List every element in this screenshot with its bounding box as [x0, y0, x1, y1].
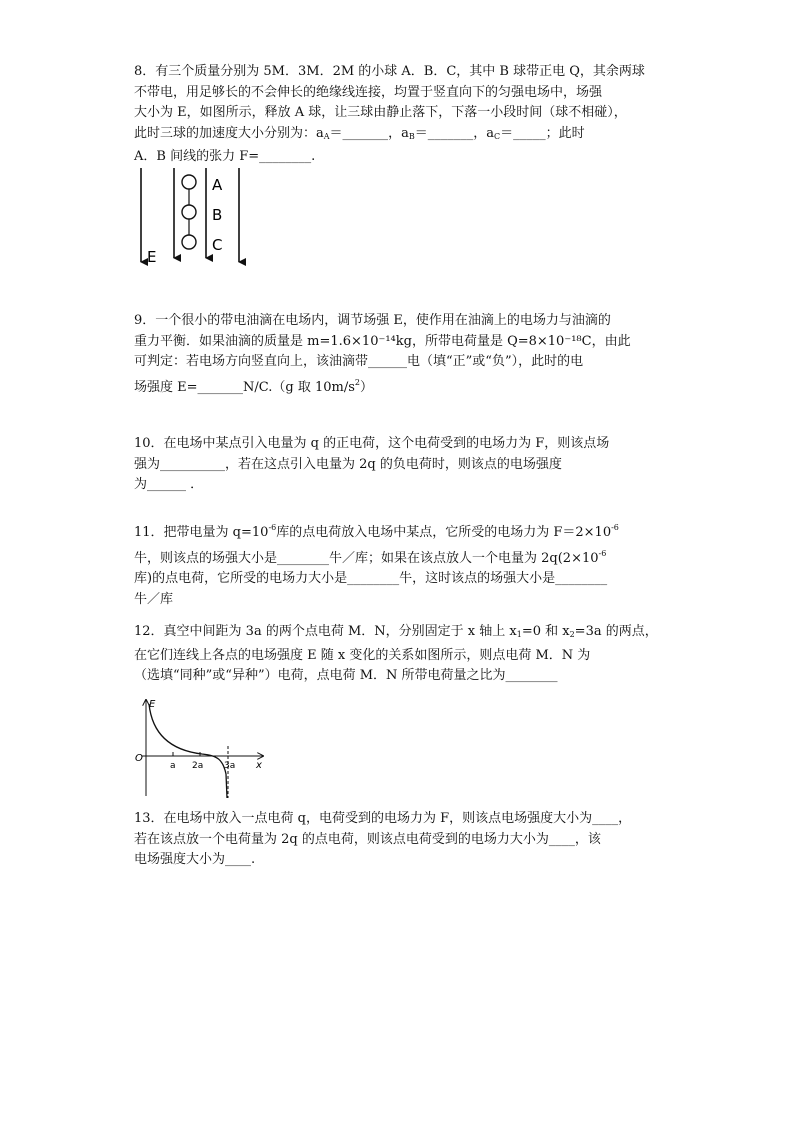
question-10 — [134, 434, 674, 496]
q11-line-1-a: 11．把带电量为 q=10 — [134, 525, 269, 540]
q8-line-2: 不带电，用足够长的不会伸长的绝缘线连接，均置于竖直向下的匀强电场中，场强 — [134, 84, 603, 100]
q11-line-2-a: 牛，则该点的场强大小是________牛／库；如果在该点放人一个电量为 2q(2×10 — [134, 550, 599, 566]
q12-line-1-a: 12．真空中间距为 3a 的两个点电荷 M．N，分别固定于 x 轴上 x — [134, 624, 517, 639]
question-8 — [134, 62, 674, 168]
q10-line-3: 为______ ． — [134, 477, 204, 492]
q8-tail: ；此时 — [545, 125, 585, 141]
q9-line-4 — [134, 373, 674, 399]
label-E: E — [147, 248, 157, 266]
q11-exp-1: -6 — [268, 523, 277, 532]
question-9 — [134, 311, 674, 398]
q13-line-2: 若在该点放一个电荷量为 2q 的点电荷，则该点电荷受到的电场力大小为____，该 — [134, 831, 601, 847]
q12-line-1 — [134, 622, 674, 646]
q8-line-3: 大小为 E，如图所示，释放 A 球，让三球由静止落下，下落一小段时间（球不相碰）， — [134, 105, 627, 120]
q9-exponent: 2 — [354, 377, 360, 387]
q12-line-3: （选填“同种”或“异种”）电荷，点电荷 M．N 所带电荷量之比为________ — [134, 668, 558, 683]
q8-line-5: A．B 间线的张力 F=________. — [134, 149, 316, 164]
q8-line-1: 8．有三个质量分别为 5M．3M．2M 的小球 A．B．C，其中 B 球带正电 Q，其余两球 — [134, 64, 645, 79]
q11-line-4: 牛／库 — [134, 591, 174, 607]
q11-line-3: 库)的点电荷，它所受的电场力大小是________牛，这时该点的场强大小是________ — [134, 571, 608, 586]
q8-accel-prefix: 此时三球的加速度大小分别为：a — [134, 125, 324, 141]
y-axis-label: E — [149, 699, 156, 710]
q9-line-2: 重力平衡．如果油滴的质量是 m=1.6×10⁻¹⁴kg，所带电荷量是 Q=8×10⁻¹⁸C，由此 — [134, 333, 631, 349]
q13-line-1: 13．在电场中放入一点电荷 q，电荷受到的电场力为 F，则该点电场强度大小为____， — [134, 811, 632, 826]
q13-line-3: 电场强度大小为____. — [134, 852, 256, 867]
ball-B — [182, 205, 196, 219]
q10-line-1: 10．在电场中某点引入电量为 q 的正电荷，这个电荷受到的电场力为 F，则该点场 — [134, 436, 610, 451]
q11-line-1-b: 库的点电荷放入电场中某点，它所受的电场力为 F＝2×10 — [276, 525, 612, 540]
q11-line-2 — [134, 544, 674, 570]
q9-close-paren: ） — [360, 379, 374, 395]
label-C: C — [212, 236, 223, 254]
q8-blank-aC: ＝_____ — [500, 125, 546, 141]
q8-sep-1: ，a — [388, 125, 409, 141]
question-11 — [134, 518, 674, 610]
q12-sub-2: 2 — [569, 630, 575, 639]
q12-line-1-end: =3a 的两点， — [574, 624, 658, 639]
q8-figure — [130, 166, 250, 270]
label-A: A — [212, 176, 223, 194]
ball-C — [182, 235, 196, 249]
q12-line-1-mid: =0 和 x — [521, 624, 570, 639]
q11-exp-2: -6 — [611, 523, 619, 532]
question-13 — [134, 809, 674, 871]
q9-line-1: 9．一个很小的带电油滴在电场内，调节场强 E，使作用在油滴上的电场力与油滴的 — [134, 313, 611, 328]
label-B: B — [212, 206, 223, 224]
tick-label-3a: 3a — [224, 761, 236, 771]
q8-sub-A: A — [323, 131, 330, 141]
q10-line-2: 强为__________，若在这点引入电量为 2q 的负电荷时，则该点的电场强度 — [134, 456, 562, 472]
q8-blank-aB: ＝_______ — [414, 125, 474, 141]
tick-label-2a: 2a — [192, 761, 204, 771]
q11-exp-3: -6 — [598, 548, 607, 558]
x-axis-label: x — [256, 760, 262, 771]
ball-A — [182, 175, 196, 189]
tick-label-a: a — [170, 761, 176, 771]
q12-graph — [130, 694, 270, 800]
field-curve — [149, 704, 227, 798]
q8-sep-2: ，a — [473, 125, 494, 141]
q8-blank-aA: ＝_______ — [329, 125, 389, 141]
q8-line-4 — [134, 124, 674, 148]
q8-sub-C: C — [494, 131, 501, 141]
q9-line-4-text: 场强度 E=_______N/C.（g 取 10m/s — [134, 379, 355, 395]
q8-sub-B: B — [408, 131, 415, 141]
question-12 — [134, 622, 674, 687]
q12-sub-1: 1 — [516, 630, 522, 639]
origin-label: O — [135, 753, 143, 764]
q9-line-3: 可判定：若电场方向竖直向上，该油滴带______电（填“正”或“负”），此时的电 — [134, 354, 584, 369]
q11-line-1 — [134, 518, 674, 544]
q12-line-2: 在它们连线上各点的电场强度 E 随 x 变化的关系如图所示，则点电荷 M．N 为 — [134, 647, 591, 663]
